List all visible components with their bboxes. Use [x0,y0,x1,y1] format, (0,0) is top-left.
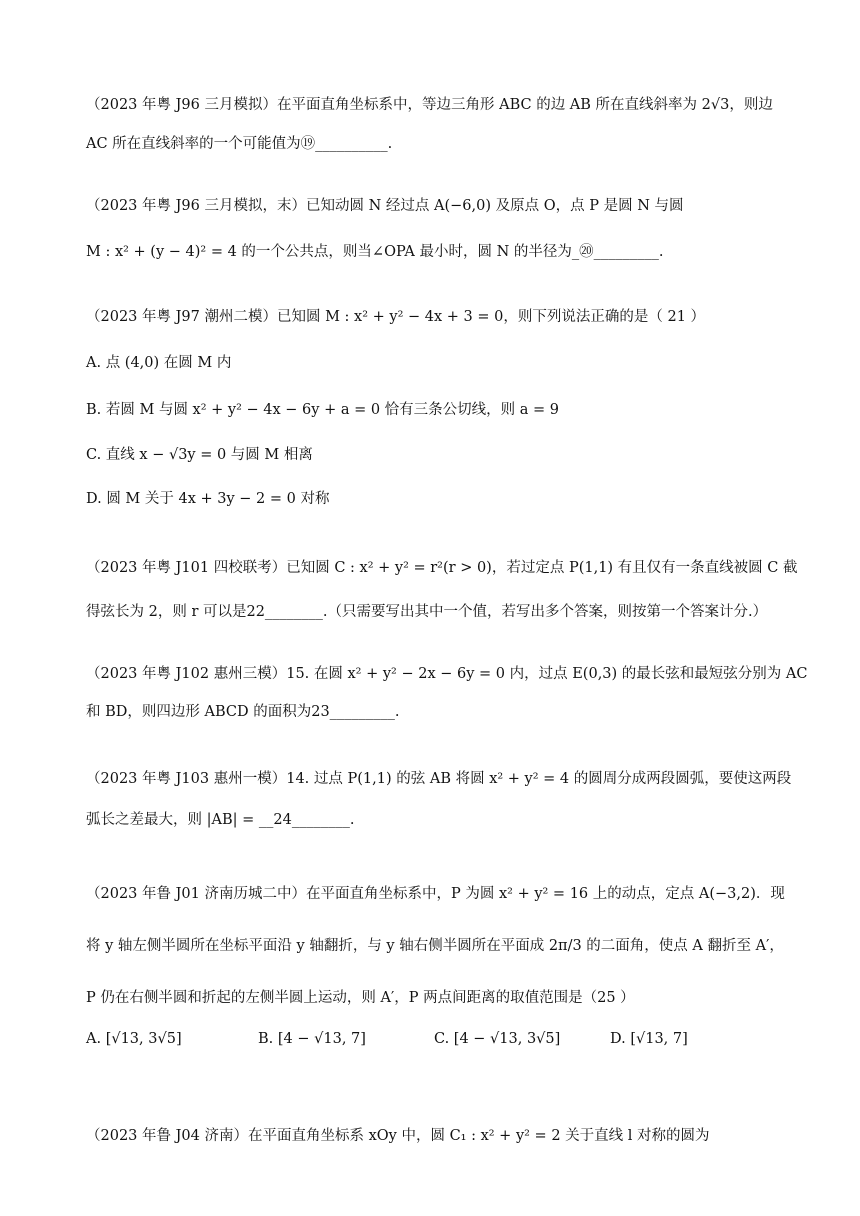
problem-2-text-1: （2023 年粤 J96 三月模拟，末）已知动圆 N 经过点 A(−6,0) 及原点 O，点 P 是圆 N 与圆 [86,198,684,214]
problem-5-text-2: 和 BD，则四边形 ABCD 的面积为23_________. [86,704,400,720]
problem-2-text-2: M : x² + (y − 4)² = 4 的一个公共点，则当∠OPA 最小时，圆 N 的半径为_⑳_________. [86,244,664,260]
problem-1-line-2 [86,132,780,156]
problem-7-option-d [610,1027,688,1051]
option-b-text: B. 若圆 M 与圆 x² + y² − 4x − 6y + a = 0 恰有三条公切线，则 a = 9 [86,402,560,418]
option-d-text: D. [√13, 7] [610,1031,688,1047]
problem-3-option-b [86,398,780,422]
option-b-text: B. [4 − √13, 7] [258,1031,366,1047]
problem-4-line-2 [86,600,780,624]
problem-6-line-1 [86,767,792,791]
option-c-text: C. [4 − √13, 3√5] [434,1031,561,1047]
problem-1-text-1: （2023 年粤 J96 三月模拟）在平面直角坐标系中，等边三角形 ABC 的边 AB 所在直线斜率为 2√3，则边 [86,97,773,113]
problem-7-text-2: 将 y 轴左侧半圆所在坐标平面沿 y 轴翻折，与 y 轴右侧半圆所在平面成 2π/3 的二面角，使点 A 翻折至 A′， [86,938,784,954]
option-a-text: A. [√13, 3√5] [86,1031,182,1047]
problem-3-option-c [86,443,780,467]
problem-7-option-b [258,1027,366,1051]
problem-8-text-1: （2023 年鲁 J04 济南）在平面直角坐标系 xOy 中，圆 C₁ : x² + y² = 2 关于直线 l 对称的圆为 [86,1128,710,1144]
problem-5-line-1 [86,662,808,686]
option-d-text: D. 圆 M 关于 4x + 3y − 2 = 0 对称 [86,491,330,507]
problem-5-line-2 [86,700,780,724]
problem-4-text-2: 得弦长为 2，则 r 可以是22________.（只需要写出其中一个值，若写出多个答案，则按第一个答案计分.） [86,604,768,620]
problem-3-option-d [86,487,780,511]
problem-3-option-a [86,351,780,375]
problem-7-text-3: P 仍在右侧半圆和折起的左侧半圆上运动，则 A′，P 两点间距离的取值范围是（25 ） [86,990,635,1006]
problem-7-line-3 [86,986,780,1010]
problem-6-text-2: 弧长之差最大，则 |AB| = __24________. [86,812,355,828]
problem-3-stem [86,305,780,329]
option-c-text: C. 直线 x − √3y = 0 与圆 M 相离 [86,447,313,463]
problem-3-text-1: （2023 年粤 J97 潮州二模）已知圆 M : x² + y² − 4x + 3 = 0，则下列说法正确的是（ 21 ） [86,309,706,325]
problem-1-line-1 [86,93,780,117]
problem-7-text-1: （2023 年鲁 J01 济南历城二中）在平面直角坐标系中，P 为圆 x² + y² = 16 上的动点，定点 A(−3,2)．现 [86,886,785,902]
problem-1-text-2: AC 所在直线斜率的一个可能值为⑲__________. [86,136,393,152]
problem-8-line-1 [86,1124,780,1148]
problem-4-text-1: （2023 年粤 J101 四校联考）已知圆 C : x² + y² = r²(r > 0)，若过定点 P(1,1) 有且仅有一条直线被圆 C 截 [86,560,798,576]
problem-2-line-2 [86,240,780,264]
problem-6-line-2 [86,808,780,832]
problem-4-line-1 [86,556,798,580]
problem-2-line-1 [86,194,780,218]
problem-7-line-1 [86,882,785,906]
problem-5-text-1: （2023 年粤 J102 惠州三模）15. 在圆 x² + y² − 2x − 6y = 0 内，过点 E(0,3) 的最长弦和最短弦分别为 AC [86,666,808,682]
option-a-text: A. 点 (4,0) 在圆 M 内 [86,355,232,371]
problem-7-option-c [434,1027,560,1051]
problem-7-line-2 [86,934,784,958]
problem-7-option-a [86,1027,182,1051]
problem-6-text-1: （2023 年粤 J103 惠州一模）14. 过点 P(1,1) 的弦 AB 将圆 x² + y² = 4 的圆周分成两段圆弧，要使这两段 [86,771,792,787]
